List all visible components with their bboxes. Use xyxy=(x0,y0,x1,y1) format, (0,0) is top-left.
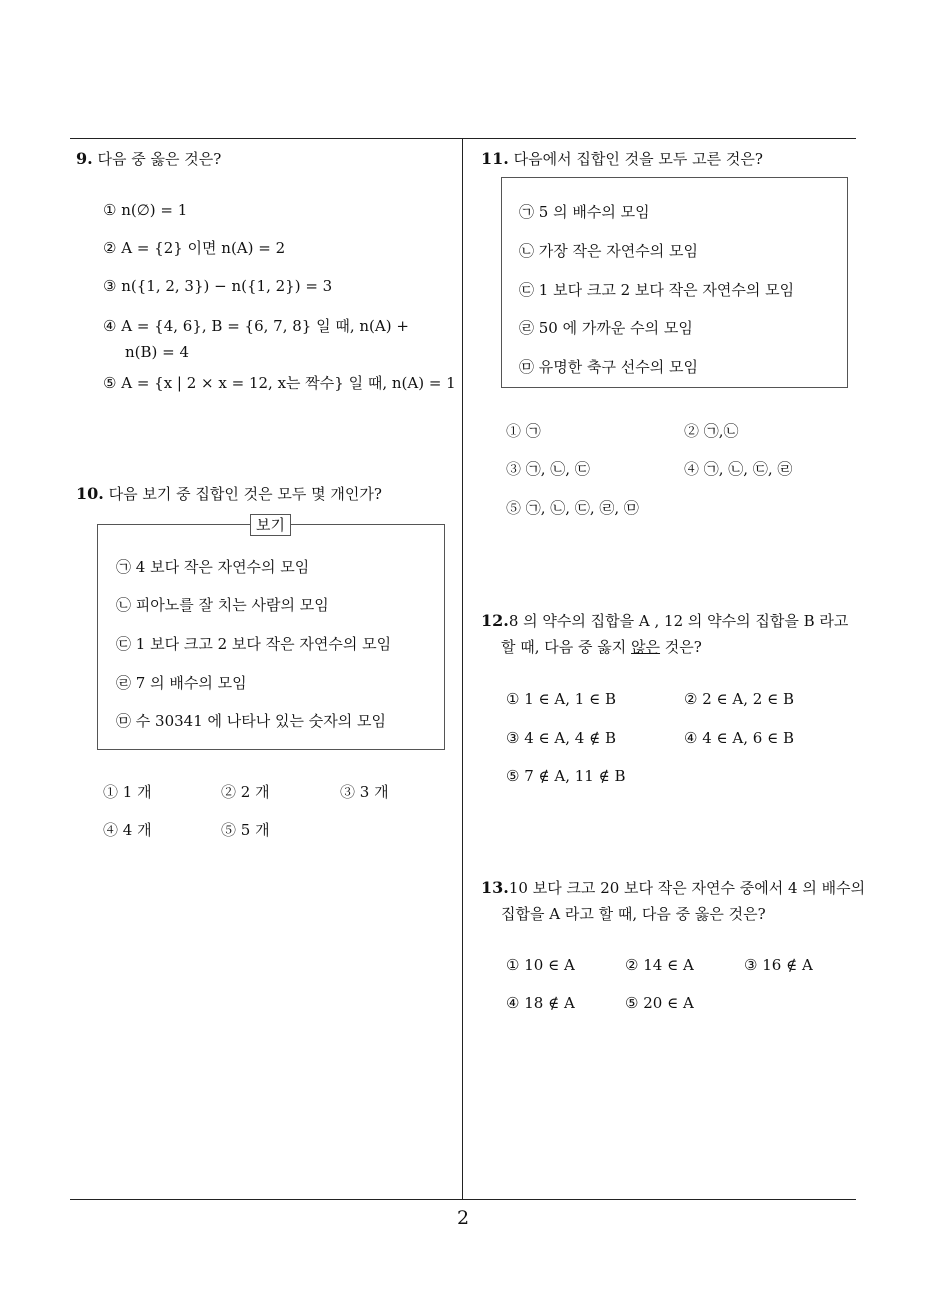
q12-title-line-1 xyxy=(481,609,848,633)
q12-number: 12. xyxy=(481,611,509,630)
q11-number: 11. xyxy=(481,149,509,168)
q12-text-line-1: 8 의 약수의 집합을 A , 12 의 약수의 집합을 B 라고 xyxy=(508,612,849,630)
q12-option-2[interactable]: ② 2 ∈ A, 2 ∈ B xyxy=(684,690,794,708)
q11-option-1[interactable]: ① ㉠ xyxy=(506,422,541,440)
q11-box-item-1: ㉠ 5 의 배수의 모임 xyxy=(519,203,650,221)
q11-text: 다음에서 집합인 것을 모두 고른 것은? xyxy=(513,150,763,168)
q12-option-3[interactable]: ③ 4 ∈ A, 4 ∉ B xyxy=(506,729,616,747)
q13-option-1[interactable]: ① 10 ∈ A xyxy=(506,956,575,974)
q10-box-item-5: ㉤ 수 30341 에 나타나 있는 숫자의 모임 xyxy=(116,712,386,730)
q11-box-item-4: ㉣ 50 에 가까운 수의 모임 xyxy=(519,319,693,337)
column-divider xyxy=(462,139,463,1199)
q10-number: 10. xyxy=(76,484,104,503)
q12-title-line-2 xyxy=(501,635,702,659)
q11-box-item-3: ㉢ 1 보다 크고 2 보다 작은 자연수의 모임 xyxy=(519,281,795,299)
q9-number: 9. xyxy=(76,149,93,168)
bottom-rule xyxy=(70,1199,856,1200)
q12-option-1[interactable]: ① 1 ∈ A, 1 ∈ B xyxy=(506,690,616,708)
q11-option-3[interactable]: ③ ㉠, ㉡, ㉢ xyxy=(506,460,590,478)
q12-option-5[interactable]: ⑤ 7 ∉ A, 11 ∉ B xyxy=(506,767,626,785)
q9-option-4-cont: n(B) = 4 xyxy=(125,343,190,361)
q11-option-4[interactable]: ④ ㉠, ㉡, ㉢, ㉣ xyxy=(684,460,793,478)
q9-option-3[interactable]: ③ n({1, 2, 3}) − n({1, 2}) = 3 xyxy=(103,277,333,295)
q10-option-5[interactable]: ⑤ 5 개 xyxy=(221,821,270,839)
q10-title xyxy=(76,482,382,506)
q9-title xyxy=(76,147,221,171)
q10-option-3[interactable]: ③ 3 개 xyxy=(340,783,389,801)
q9-text: 다음 중 옳은 것은? xyxy=(97,150,222,168)
q10-option-2[interactable]: ② 2 개 xyxy=(221,783,270,801)
q13-option-5[interactable]: ⑤ 20 ∈ A xyxy=(625,994,694,1012)
q9-option-2[interactable]: ② A = {2} 이면 n(A) = 2 xyxy=(103,239,286,257)
q10-box-item-4: ㉣ 7 의 배수의 모임 xyxy=(116,674,247,692)
q11-box-item-5: ㉤ 유명한 축구 선수의 모임 xyxy=(519,358,698,376)
q12-text-emphasis: 않은 xyxy=(631,638,661,656)
q13-title-line-1 xyxy=(481,876,865,900)
q13-option-3[interactable]: ③ 16 ∉ A xyxy=(744,956,813,974)
q11-example-box xyxy=(501,177,848,388)
q10-box-item-1: ㉠ 4 보다 작은 자연수의 모임 xyxy=(116,558,310,576)
q10-option-1[interactable]: ① 1 개 xyxy=(103,783,152,801)
q10-box-item-2: ㉡ 피아노를 잘 치는 사람의 모임 xyxy=(116,596,329,614)
q11-title xyxy=(481,147,763,171)
q13-title-line-2: 집합을 A 라고 할 때, 다음 중 옳은 것은? xyxy=(501,905,766,923)
q13-option-4[interactable]: ④ 18 ∉ A xyxy=(506,994,575,1012)
q12-text-post: 것은? xyxy=(660,638,702,656)
q13-number: 13. xyxy=(481,878,509,897)
top-rule xyxy=(70,138,856,139)
q9-option-4[interactable]: ④ A = {4, 6}, B = {6, 7, 8} 일 때, n(A) + xyxy=(103,317,409,335)
page-number: 2 xyxy=(456,1207,470,1229)
q10-text: 다음 보기 중 집합인 것은 모두 몇 개인가? xyxy=(108,485,382,503)
q10-example-box xyxy=(97,516,445,750)
q10-box-item-3: ㉢ 1 보다 크고 2 보다 작은 자연수의 모임 xyxy=(116,635,392,653)
q9-option-1[interactable]: ① n(∅) = 1 xyxy=(103,201,188,219)
q10-box-label: 보기 xyxy=(250,514,291,536)
q13-option-2[interactable]: ② 14 ∈ A xyxy=(625,956,694,974)
q11-box-item-2: ㉡ 가장 작은 자연수의 모임 xyxy=(519,242,698,260)
q13-text-line-1: 10 보다 크고 20 보다 작은 자연수 중에서 4 의 배수의 xyxy=(508,879,866,897)
q12-option-4[interactable]: ④ 4 ∈ A, 6 ∈ B xyxy=(684,729,794,747)
q10-option-4[interactable]: ④ 4 개 xyxy=(103,821,152,839)
q11-option-2[interactable]: ② ㉠,㉡ xyxy=(684,422,739,440)
q9-option-5[interactable]: ⑤ A = {x | 2 × x = 12, x는 짝수} 일 때, n(A) = 1 xyxy=(103,374,456,392)
q11-option-5[interactable]: ⑤ ㉠, ㉡, ㉢, ㉣, ㉤ xyxy=(506,499,639,517)
q12-text-pre: 할 때, 다음 중 옳지 xyxy=(501,638,632,656)
